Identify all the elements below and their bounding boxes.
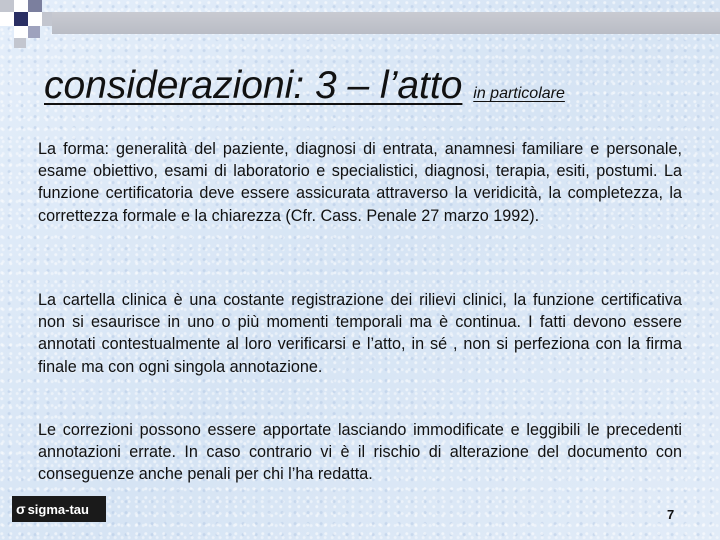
slide-title	[44, 66, 565, 105]
paragraph-form: La forma: generalità del paziente, diagnosi di entrata, anamnesi familiare e personale, esame obiettivo, esami di laboratorio e specialistici, diagnosi, terapia, esiti, postumi. La funzione certificatoria deve essere assicurata attraverso la veridicità, la completezza, la correttezza formale e la chiarezza (Cfr. Cass. Penale 27 marzo 1992).	[38, 140, 682, 225]
sigma-tau-logo	[12, 496, 106, 522]
paragraph-corrections: Le correzioni possono essere apportate lasciando immodificate e leggibili le precedenti annotazioni errate. In caso contrario vi è il rischio di alterazione del documento con conseguenze anche penali per chi l’ha redatta.	[38, 421, 682, 484]
logo-symbol: σ	[16, 501, 26, 517]
paragraph-clinical-record: La cartella clinica è una costante registrazione dei rilievi clinici, la funzione certificativa non si esaurisce in uno o più momenti temporali ma è continua. I fatti devono essere annotati contestualmente al loro verificarsi e l’atto, in sé , non si perfeziona con la firma finale ma con ogni singola annotazione.	[38, 291, 682, 376]
logo-text: sigma-tau	[27, 501, 89, 517]
title-subtitle: in particolare	[473, 85, 565, 102]
corner-decoration	[0, 0, 60, 60]
header-bar	[52, 12, 720, 34]
page-number: 7	[667, 507, 675, 522]
title-main: considerazioni: 3 – l’atto	[44, 64, 463, 107]
